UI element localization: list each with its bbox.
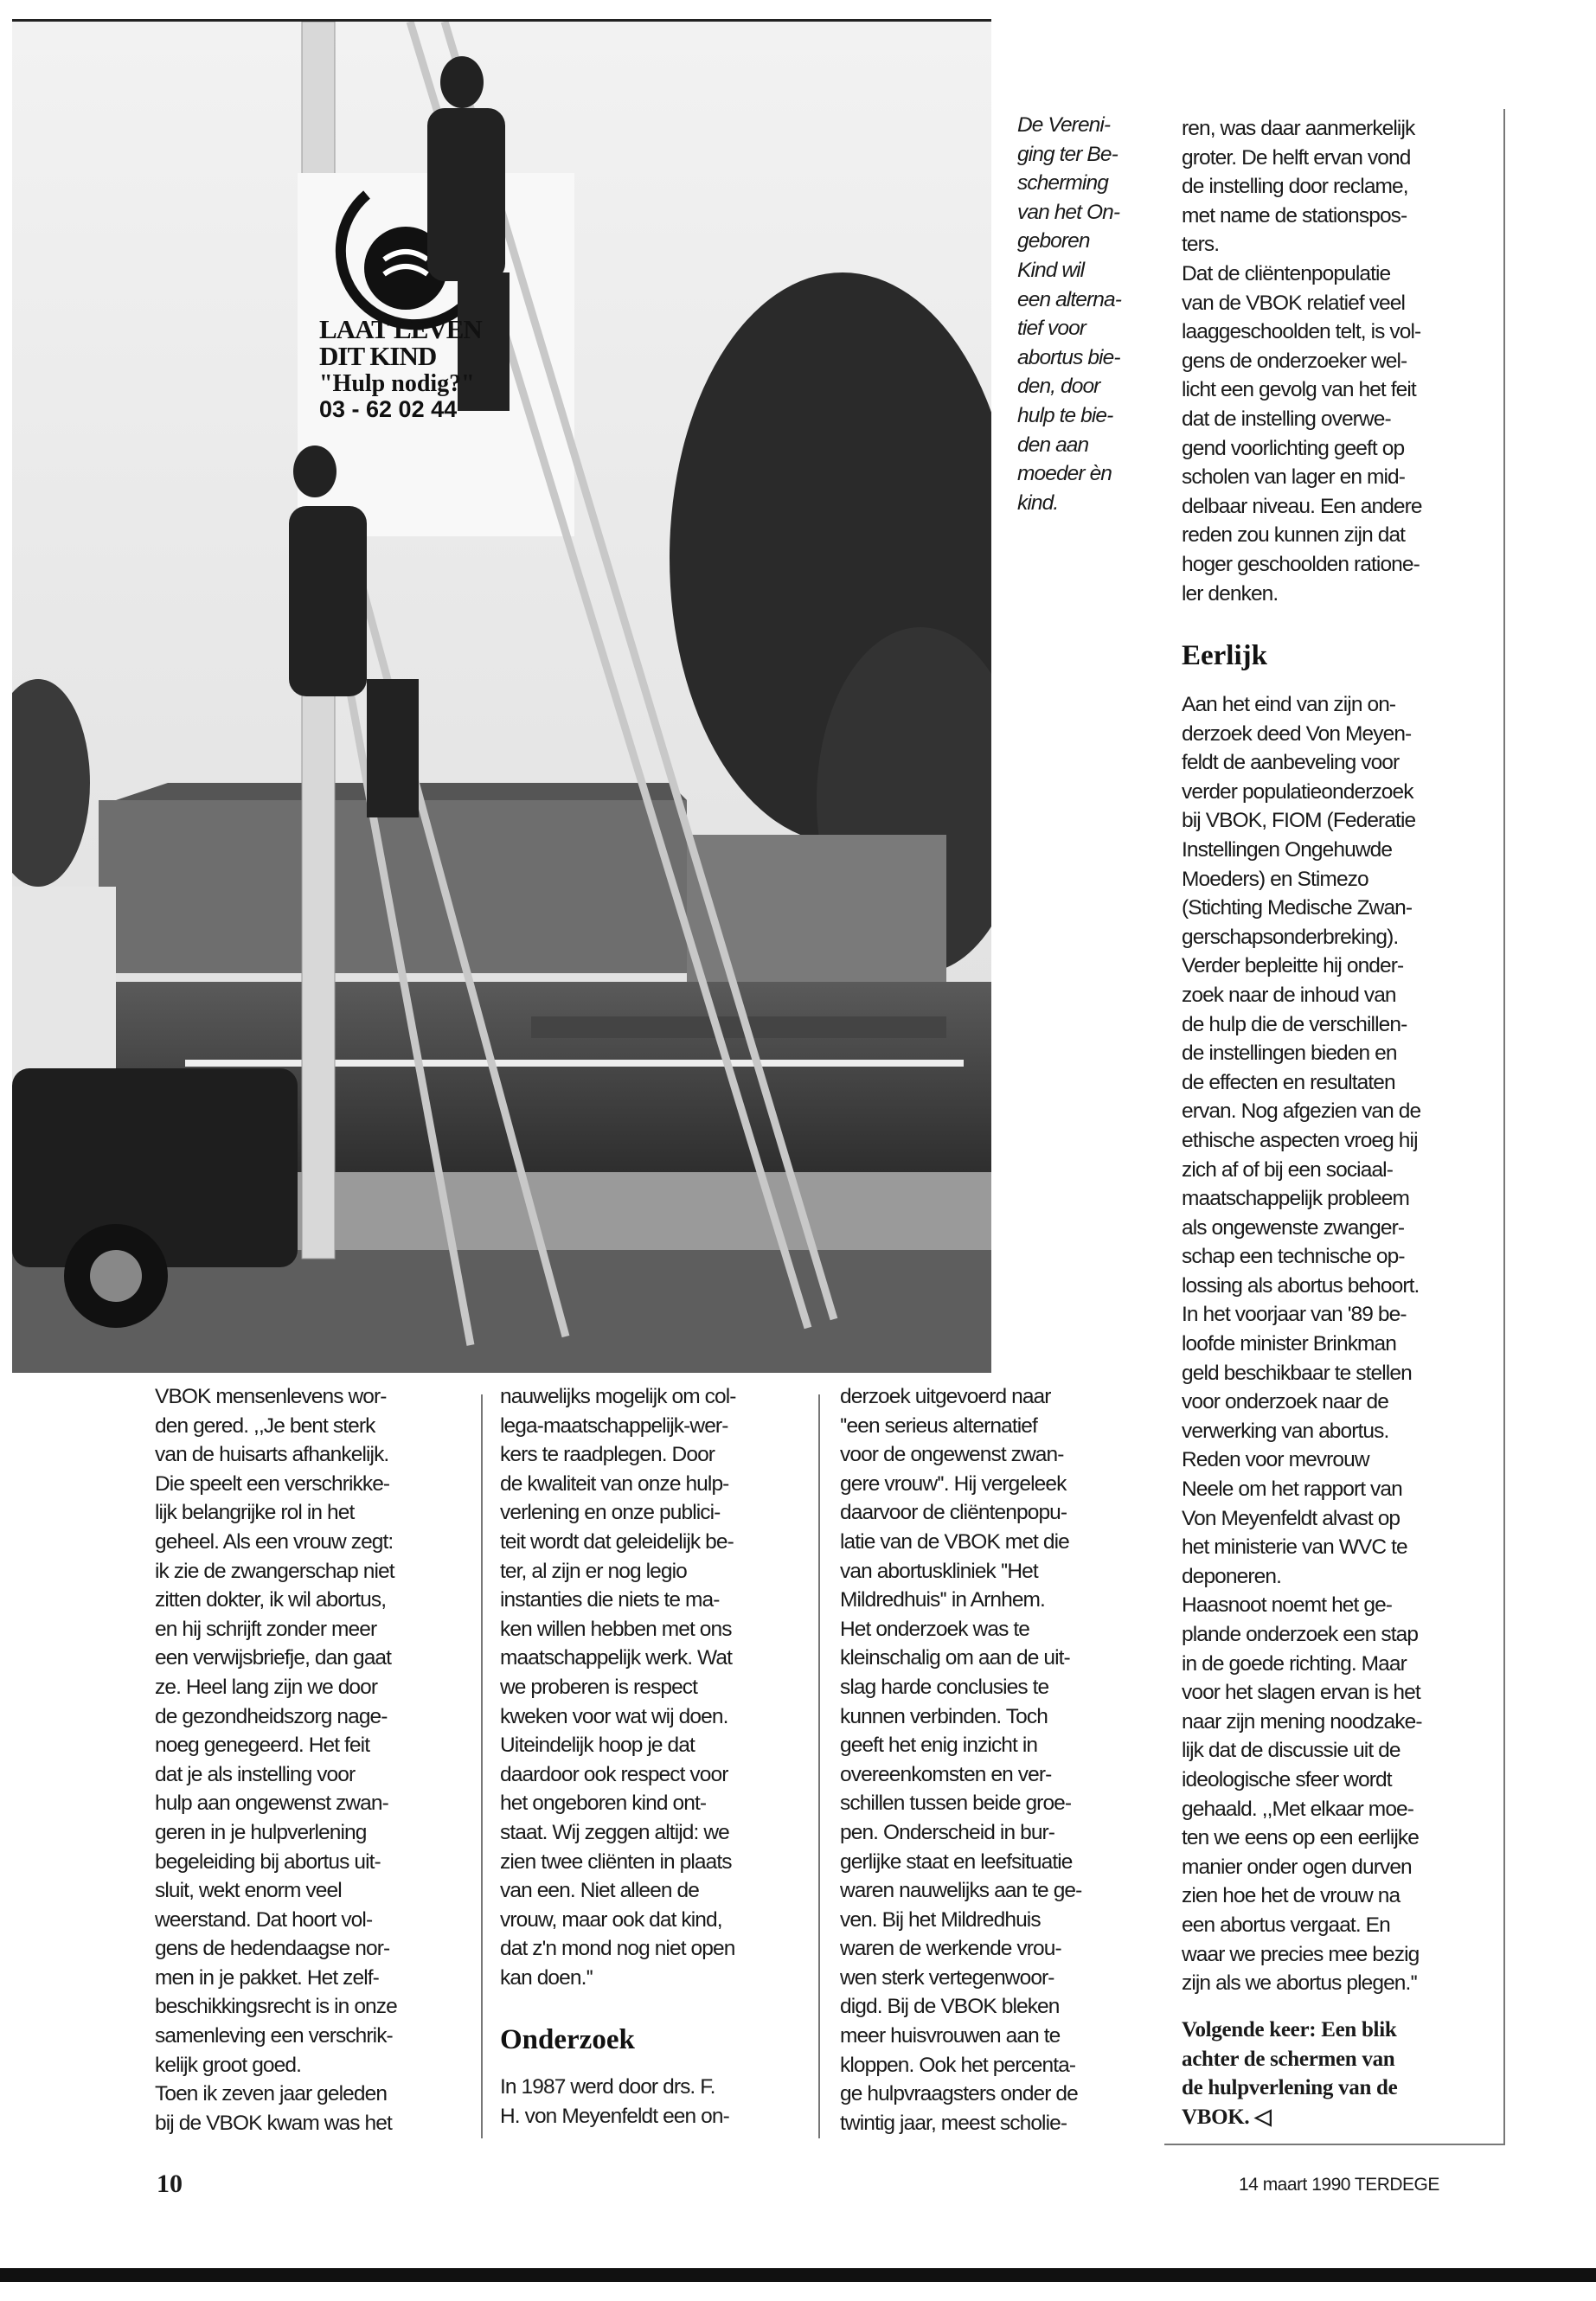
text-line: voor onderzoek naar de (1182, 1390, 1388, 1414)
text-line: lijk belangrijke rol in het (155, 1501, 355, 1525)
text-line: zien hoe het de vrouw na (1182, 1884, 1401, 1908)
text-line: delbaar niveau. Een andere (1182, 494, 1422, 518)
text-line: kunnen verbinden. Toch (840, 1704, 1048, 1728)
text-line: ter, al zijn er nog legio (500, 1559, 687, 1583)
text-line: geheel. Als een vrouw zegt: (155, 1529, 394, 1554)
text-line: gens de onderzoeker wel- (1182, 349, 1407, 373)
text-line: kan doen.'' (500, 1965, 593, 1990)
text-line: Volgende keer: Een blik (1182, 2018, 1397, 2041)
text-line: weerstand. Dat hoort vol- (155, 1907, 373, 1932)
text-line: ler denken. (1182, 581, 1279, 606)
text-line: de gezondheidszorg nage- (155, 1704, 388, 1728)
text-line: dat de instelling overwe- (1182, 407, 1391, 431)
text-line: derzoek uitgevoerd naar (840, 1385, 1051, 1408)
bottom-bar (0, 2268, 1596, 2282)
text-line: de hulpverlening van de (1182, 2076, 1398, 2100)
text-line: ven. Bij het Mildredhuis (840, 1907, 1041, 1932)
text-line: en hij schrijft zonder meer (155, 1617, 377, 1641)
text-line: van een. Niet alleen de (500, 1879, 699, 1903)
text-line: instanties die niets te ma- (500, 1588, 720, 1612)
text-line: ken willen hebben met ons (500, 1617, 732, 1641)
text-line: In 1987 werd door drs. F. (500, 2075, 715, 2099)
text-line: Reden voor mevrouw (1182, 1448, 1369, 1472)
text-line: hoger geschoolden ratione- (1182, 552, 1420, 576)
text-line: hulp aan ongewenst zwan- (155, 1791, 388, 1816)
text-line: daarvoor de cliëntenpopu- (840, 1501, 1067, 1525)
text-line: de kwaliteit van onze hulp- (500, 1471, 729, 1496)
text-line: groter. De helft ervan vond (1182, 145, 1411, 170)
text-line: begeleiding bij abortus uit- (155, 1849, 381, 1874)
text-line: een abortus vergaat. En (1182, 1913, 1390, 1937)
text-line: tief voor (1017, 317, 1086, 341)
text-line: achter de schermen van (1182, 2047, 1395, 2071)
column4-bottom-text (1182, 690, 1422, 1998)
text-line: Aan het eind van zijn on- (1182, 693, 1396, 716)
text-line: gens de hedendaagse nor- (155, 1937, 390, 1961)
text-line: daardoor ook respect voor (500, 1762, 728, 1786)
text-line: maatschappelijk werk. Wat (500, 1646, 732, 1670)
text-line: naar zijn mening noodzake- (1182, 1709, 1422, 1734)
text-line: kloppen. Ook het percenta- (840, 2053, 1076, 2077)
text-line: voor het slagen ervan is het (1182, 1681, 1420, 1705)
text-line: beschikkingsrecht is in onze (155, 1995, 397, 2019)
text-line: deponeren. (1182, 1564, 1281, 1588)
text-line: geeft het enig inzicht in (840, 1734, 1038, 1758)
text-line: geren in je hulpverlening (155, 1820, 367, 1844)
text-line: waren de werkende vrou- (840, 1937, 1061, 1961)
text-line: derzoek deed Von Meyen- (1182, 721, 1412, 746)
text-line: staat. Wij zeggen altijd: we (500, 1820, 729, 1844)
text-line: den gered. ,,Je bent sterk (155, 1413, 375, 1438)
sign-line-2: DIT KIND (319, 341, 437, 371)
text-line: de hulp die de verschillen- (1182, 1012, 1407, 1036)
text-line: den, door (1017, 375, 1100, 399)
text-line: lossing als abortus behoort. (1182, 1273, 1420, 1298)
text-line: ik zie de zwangerschap niet (155, 1559, 394, 1583)
page-number: 10 (157, 2170, 183, 2198)
issue-info: 14 maart 1990 TERDEGE (1239, 2175, 1439, 2195)
text-line: zitten dokter, ik wil abortus, (155, 1588, 387, 1612)
sign-phone: 03 - 62 02 44 (319, 396, 458, 422)
text-line: ge hulpvraagsters onder de (840, 2082, 1078, 2106)
text-line: kleinschalig om aan de uit- (840, 1646, 1070, 1670)
text-line: schap een technische op- (1182, 1245, 1405, 1269)
text-line: lijk dat de discussie uit de (1182, 1739, 1401, 1763)
text-line: sluit, wekt enorm veel (155, 1879, 342, 1903)
text-line: Die speelt een verschrikke- (155, 1471, 390, 1496)
text-line: Verder bepleitte hij onder- (1182, 954, 1404, 978)
text-line: vrouw, maar ook dat kind, (500, 1907, 722, 1932)
text-line: Kind wil (1017, 258, 1085, 282)
column-divider (481, 1394, 483, 2138)
text-line: bij VBOK, FIOM (Federatie (1182, 809, 1416, 833)
text-line: ethische aspecten vroeg hij (1182, 1128, 1418, 1152)
text-line: In het voorjaar van '89 be- (1182, 1303, 1407, 1327)
text-line: ren, was daar aanmerkelijk (1182, 117, 1415, 140)
text-line: (Stichting Medische Zwan- (1182, 896, 1413, 920)
text-line: noeg genegeerd. Het feit (155, 1734, 370, 1758)
text-line: Neele om het rapport van (1182, 1477, 1402, 1502)
text-line: loofde minister Brinkman (1182, 1332, 1397, 1356)
text-line: het ministerie van WVC te (1182, 1535, 1407, 1560)
text-line: we proberen is respect (500, 1675, 698, 1699)
text-line: plande onderzoek een stap (1182, 1623, 1419, 1646)
text-line: waar we precies mee bezig (1182, 1942, 1420, 1966)
text-line: zijn als we abortus plegen.'' (1182, 1971, 1417, 1996)
text-line: Toen ik zeven jaar geleden (155, 2082, 388, 2106)
text-line: kelijk groot goed. (155, 2053, 302, 2077)
text-line: ten we eens op een eerlijke (1182, 1826, 1419, 1850)
text-line: de instellingen bieden en (1182, 1042, 1397, 1066)
text-line: feldt de aanbeveling voor (1182, 751, 1400, 775)
text-line: meer huisvrouwen aan te (840, 2024, 1061, 2048)
text-line: nauwelijks mogelijk om col- (500, 1385, 736, 1408)
text-line: kers te raadplegen. Door (500, 1443, 715, 1467)
text-line: Moeders) en Stimezo (1182, 867, 1368, 891)
text-line: Haasnoot noemt het ge- (1182, 1593, 1393, 1618)
text-line: H. von Meyenfeldt een on- (500, 2104, 729, 2128)
text-line: scholen van lager en mid- (1182, 465, 1406, 490)
text-line: VBOK. ◁ (1182, 2105, 1272, 2129)
text-line: teit wordt dat geleidelijk be- (500, 1529, 734, 1554)
text-line: geboren (1017, 229, 1090, 253)
text-line: Dat de cliëntenpopulatie (1182, 261, 1391, 285)
text-line: dat z'n mond nog niet open (500, 1937, 735, 1961)
text-line: pen. Onderscheid in bur- (840, 1820, 1055, 1844)
text-line: een alterna- (1017, 287, 1121, 311)
column4-top-text (1182, 114, 1422, 608)
text-line: maatschappelijk probleem (1182, 1187, 1410, 1211)
text-line: gere vrouw''. Hij vergeleek (840, 1471, 1067, 1496)
text-line: met name de stationspos- (1182, 203, 1407, 228)
text-line: samenleving een verschrik- (155, 2024, 393, 2048)
text-line: digd. Bij de VBOK bleken (840, 1995, 1060, 2019)
text-line: Het onderzoek was te (840, 1617, 1029, 1641)
text-line: de effecten en resultaten (1182, 1070, 1395, 1094)
sign-text (319, 316, 527, 421)
text-line: ideologische sfeer wordt (1182, 1767, 1392, 1791)
column2-text (500, 1382, 736, 1992)
text-line: een verwijsbriefje, dan gaat (155, 1646, 392, 1670)
boat (531, 1016, 946, 1038)
text-line: het ongeboren kind ont- (500, 1791, 707, 1816)
text-line: hulp te bie- (1017, 403, 1113, 427)
sign-line-3: "Hulp nodig?" (319, 370, 475, 397)
text-line: voor de ongewenst zwan- (840, 1443, 1064, 1467)
text-line: gend voorlichting geeft op (1182, 436, 1405, 460)
column-divider (818, 1394, 820, 2138)
text-line: laaggeschoolden telt, is vol- (1182, 320, 1421, 344)
text-line: ''een serieus alternatief (840, 1413, 1037, 1438)
text-line: zien twee cliënten in plaats (500, 1849, 732, 1874)
heading-onderzoek: Onderzoek (500, 2024, 635, 2055)
text-line: de instelling door reclame, (1182, 175, 1408, 199)
text-line: moeder èn (1017, 462, 1112, 486)
text-line: overeenkomsten en ver- (840, 1762, 1052, 1786)
text-line: De Vereni- (1017, 113, 1111, 137)
photo-scene (12, 22, 991, 1373)
column2-after-text (500, 2073, 729, 2131)
text-line: gehaald. ,,Met elkaar moe- (1182, 1797, 1414, 1821)
text-line: van abortuskliniek ''Het (840, 1559, 1038, 1583)
text-line: ters. (1182, 233, 1220, 257)
article-photo (12, 22, 991, 1373)
text-line: manier onder ogen durven (1182, 1855, 1412, 1879)
text-line: Von Meyenfeldt alvast op (1182, 1506, 1401, 1530)
text-line: men in je pakket. Het zelf- (155, 1965, 379, 1990)
text-line: van de huisarts afhankelijk. (155, 1443, 389, 1467)
text-line: van de VBOK relatief veel (1182, 291, 1406, 315)
text-line: als ongewenste zwanger- (1182, 1215, 1405, 1240)
column1-text (155, 1382, 397, 2138)
column3-text (840, 1382, 1081, 2138)
text-line: kweken voor wat wij doen. (500, 1704, 728, 1728)
text-line: VBOK mensenlevens wor- (155, 1385, 387, 1408)
text-line: reden zou kunnen zijn dat (1182, 523, 1406, 548)
text-line: dat je als instelling voor (155, 1762, 356, 1786)
text-line: waren nauwelijks aan te ge- (840, 1879, 1082, 1903)
sign-line-1: LAAT LEVEN (319, 314, 482, 344)
photo-caption (1017, 111, 1121, 517)
text-line: gerlijke staat en leefsituatie (840, 1849, 1073, 1874)
text-line: Uiteindelijk hoop je dat (500, 1734, 695, 1758)
text-line: gerschapsonderbreking). (1182, 925, 1399, 949)
text-line: ervan. Nog afgezien van de (1182, 1099, 1421, 1124)
text-line: abortus bie- (1017, 345, 1120, 369)
text-line: slag harde conclusies te (840, 1675, 1049, 1699)
text-line: lega-maatschappelijk-wer- (500, 1413, 728, 1438)
text-line: twintig jaar, meest scholie- (840, 2111, 1067, 2135)
text-line: in de goede richting. Maar (1182, 1651, 1407, 1676)
text-line: wen sterk vertegenwoor- (840, 1965, 1054, 1990)
text-line: zich af of bij een sociaal- (1182, 1157, 1393, 1182)
text-line: verlening en onze publici- (500, 1501, 721, 1525)
heading-eerlijk: Eerlijk (1182, 640, 1267, 671)
text-line: van het On- (1017, 200, 1120, 224)
text-line: ging ter Be- (1017, 142, 1118, 166)
text-line: Mildredhuis'' in Arnhem. (840, 1588, 1045, 1612)
text-line: latie van de VBOK met die (840, 1529, 1069, 1554)
text-line: ze. Heel lang zijn we door (155, 1675, 378, 1699)
text-line: geld beschikbaar te stellen (1182, 1361, 1412, 1385)
text-line: den aan (1017, 433, 1089, 457)
text-line: verder populatieonderzoek (1182, 779, 1413, 804)
next-issue-teaser (1182, 2016, 1397, 2131)
text-line: licht een gevolg van het feit (1182, 378, 1416, 402)
text-line: kind. (1017, 490, 1059, 515)
text-line: zoek naar de inhoud van (1182, 983, 1396, 1007)
text-line: schillen tussen beide groe- (840, 1791, 1072, 1816)
text-line: verwerking van abortus. (1182, 1419, 1389, 1443)
text-line: Instellingen Ongehuwde (1182, 837, 1393, 862)
text-line: bij de VBOK kwam was het (155, 2111, 392, 2135)
text-line: scherming (1017, 171, 1108, 195)
